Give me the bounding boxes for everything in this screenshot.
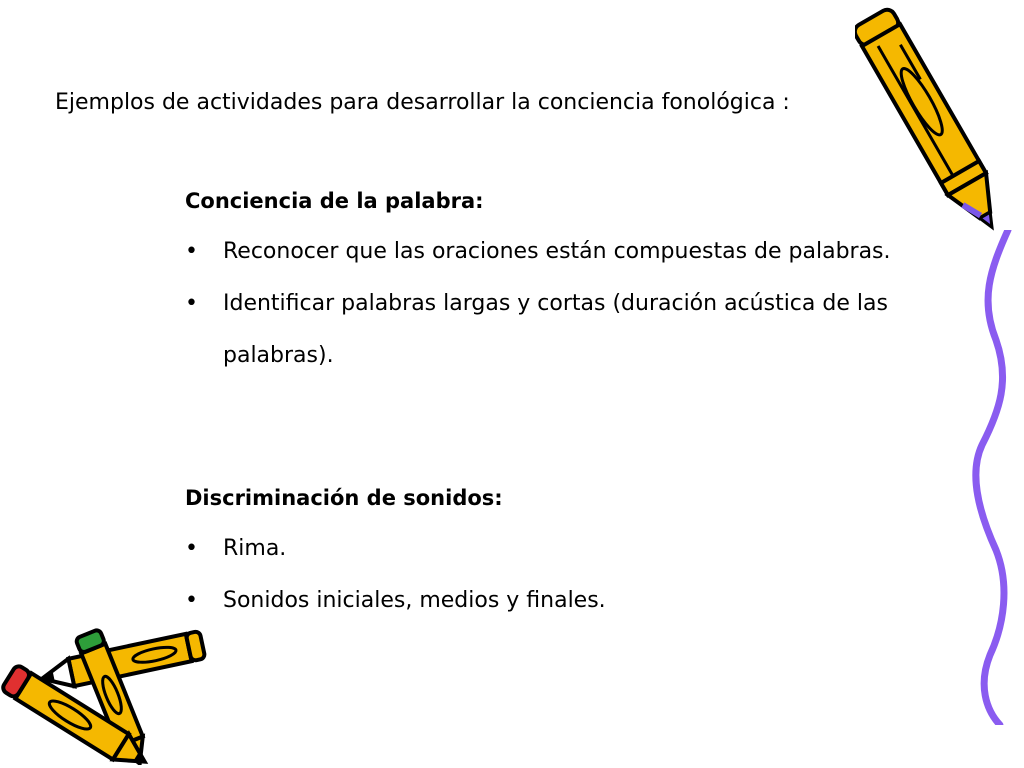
section-sound-discrimination bbox=[185, 473, 905, 627]
list-item-text: Sonidos iniciales, medios y finales. bbox=[223, 588, 606, 613]
list-item bbox=[185, 278, 905, 382]
intro-text: Ejemplos de actividades para desarrollar la conciencia fonológica : bbox=[55, 90, 790, 115]
squiggle-line-icon bbox=[960, 230, 1024, 725]
list-item bbox=[185, 226, 905, 278]
bullet-icon: • bbox=[185, 536, 198, 561]
bullet-list bbox=[185, 523, 905, 627]
list-item bbox=[185, 523, 905, 575]
section-heading: Discriminación de sonidos: bbox=[185, 486, 503, 510]
list-item-text: Rima. bbox=[223, 536, 287, 561]
bullet-list bbox=[185, 226, 905, 382]
crossed-pencils-icon bbox=[0, 615, 210, 765]
list-item-text: Reconocer que las oraciones están compuestas de palabras. bbox=[223, 239, 891, 264]
section-word-awareness bbox=[185, 176, 905, 382]
list-item bbox=[185, 575, 905, 627]
bullet-icon: • bbox=[185, 588, 198, 613]
bullet-icon: • bbox=[185, 239, 198, 264]
section-heading: Conciencia de la palabra: bbox=[185, 189, 484, 213]
list-item-text: Identificar palabras largas y cortas (duración acústica de las palabras). bbox=[223, 291, 888, 368]
bullet-icon: • bbox=[185, 291, 198, 316]
